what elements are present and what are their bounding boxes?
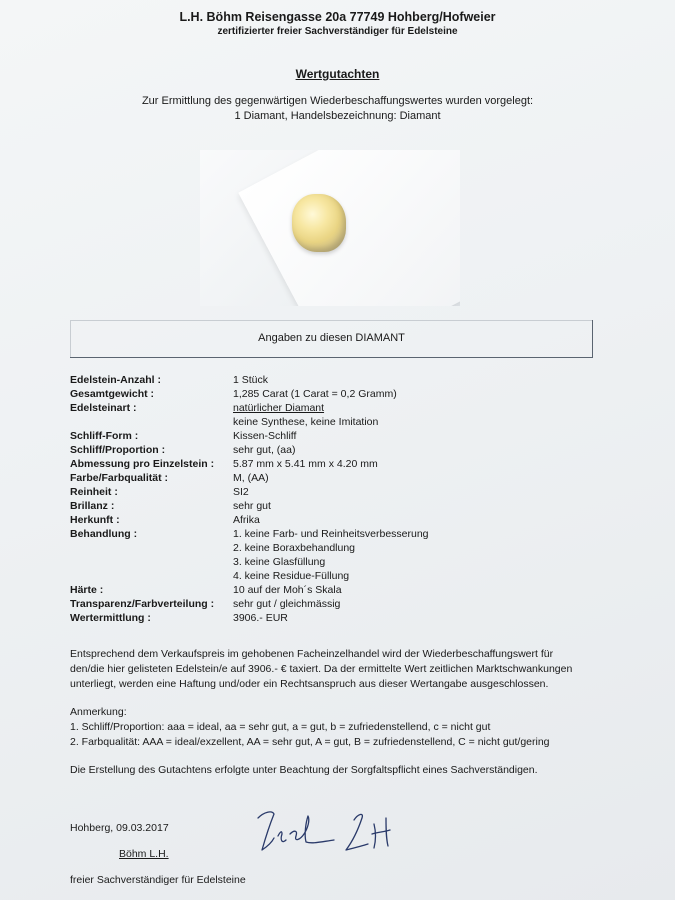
issuer-subtitle: zertifizierter freier Sachverständiger für Edelsteine (217, 26, 458, 37)
row-label-transparency: Transparenz/Farbverteilung : (70, 598, 215, 610)
row-label-dimensions: Abmessung pro Einzelstein : (70, 458, 215, 470)
notes-line-1: 1. Schliff/Proportion: aaa = ideal, aa = sehr gut, a = gut, b = zufriedenstellend, c = nicht gut (70, 721, 491, 733)
box-label: Angaben zu diesen DIAMANT (258, 332, 405, 344)
box-border-top (70, 320, 593, 321)
row-value-brilliance: sehr gut (233, 500, 271, 512)
diamond-photo (200, 150, 460, 306)
row-value-cut-proportion: sehr gut, (aa) (233, 444, 296, 456)
box-border-bottom (70, 357, 593, 358)
intro-line-2: 1 Diamant, Handelsbezeichnung: Diamant (234, 110, 441, 122)
place-date: Hohberg, 09.03.2017 (70, 822, 169, 834)
row-value-treatment-2: 2. keine Boraxbehandlung (233, 542, 356, 554)
issuer-address: L.H. Böhm Reisengasse 20a 77749 Hohberg/Hofweier (179, 10, 496, 24)
row-value-treatment-3: 3. keine Glasfüllung (233, 556, 326, 568)
row-value-dimensions: 5.87 mm x 5.41 mm x 4.20 mm (233, 458, 378, 470)
row-value-valuation: 3906.- EUR (233, 612, 288, 624)
row-label-treatment: Behandlung : (70, 528, 138, 540)
row-value-treatment-4: 4. keine Residue-Füllung (233, 570, 350, 582)
row-label-valuation: Wertermittlung : (70, 612, 151, 624)
row-value-count: 1 Stück (233, 374, 269, 386)
row-label-brilliance: Brillanz : (70, 500, 115, 512)
statement-line-3: unterliegt, werden eine Haftung und/oder ein Rechtsanspruch aus dieser Wertangabe ausgeschlossen. (70, 678, 549, 690)
notes-line-2: 2. Farbqualität: AAA = ideal/exzellent, AA = sehr gut, A = gut, B = zufriedenstellend, C = nicht gut/gering (70, 736, 550, 748)
row-value-transparency: sehr gut / gleichmässig (233, 598, 341, 610)
notes-heading: Anmerkung: (70, 706, 127, 718)
row-value-hardness: 10 auf der Moh´s Skala (233, 584, 342, 596)
row-label-cut-shape: Schliff-Form : (70, 430, 139, 442)
row-label-clarity: Reinheit : (70, 486, 118, 498)
diamond-gem-icon (292, 194, 346, 252)
row-label-cut-proportion: Schliff/Proportion : (70, 444, 166, 456)
row-value-origin: Afrika (233, 514, 260, 526)
signer-name: Böhm L.H. (119, 848, 169, 860)
row-label-weight: Gesamtgewicht : (70, 388, 155, 400)
signer-role: freier Sachverständiger für Edelsteine (70, 874, 246, 886)
document-title: Wertgutachten (295, 67, 380, 81)
row-value-clarity: SI2 (233, 486, 249, 498)
display-plate (238, 150, 460, 306)
intro-line-1: Zur Ermittlung des gegenwärtigen Wiederbeschaffungswertes wurden vorgelegt: (141, 95, 534, 107)
row-value-color: M, (AA) (233, 472, 269, 484)
row-value-type-note: keine Synthese, keine Imitation (233, 416, 379, 428)
row-label-count: Edelstein-Anzahl : (70, 374, 162, 386)
care-statement: Die Erstellung des Gutachtens erfolgte unter Beachtung der Sorgfaltspflicht eines Sachverständigen. (70, 764, 538, 776)
row-label-type: Edelsteinart : (70, 402, 137, 414)
statement-line-1: Entsprechend dem Verkaufspreis im gehobenen Facheinzelhandel wird der Wiederbeschaffungswert für (70, 648, 554, 660)
row-label-hardness: Härte : (70, 584, 104, 596)
row-value-treatment-1: 1. keine Farb- und Reinheitsverbesserung (233, 528, 429, 540)
row-value-weight: 1,285 Carat (1 Carat = 0,2 Gramm) (233, 388, 397, 400)
statement-line-2: den/die hier gelisteten Edelstein/e auf 3906.- € taxiert. Da der ermittelte Wert zeitlichen Marktschwankungen (70, 663, 573, 675)
handwritten-signature (250, 800, 420, 860)
row-label-color: Farbe/Farbqualität : (70, 472, 169, 484)
row-value-type: natürlicher Diamant (233, 402, 325, 414)
row-label-origin: Herkunft : (70, 514, 120, 526)
row-value-cut-shape: Kissen-Schliff (233, 430, 297, 442)
